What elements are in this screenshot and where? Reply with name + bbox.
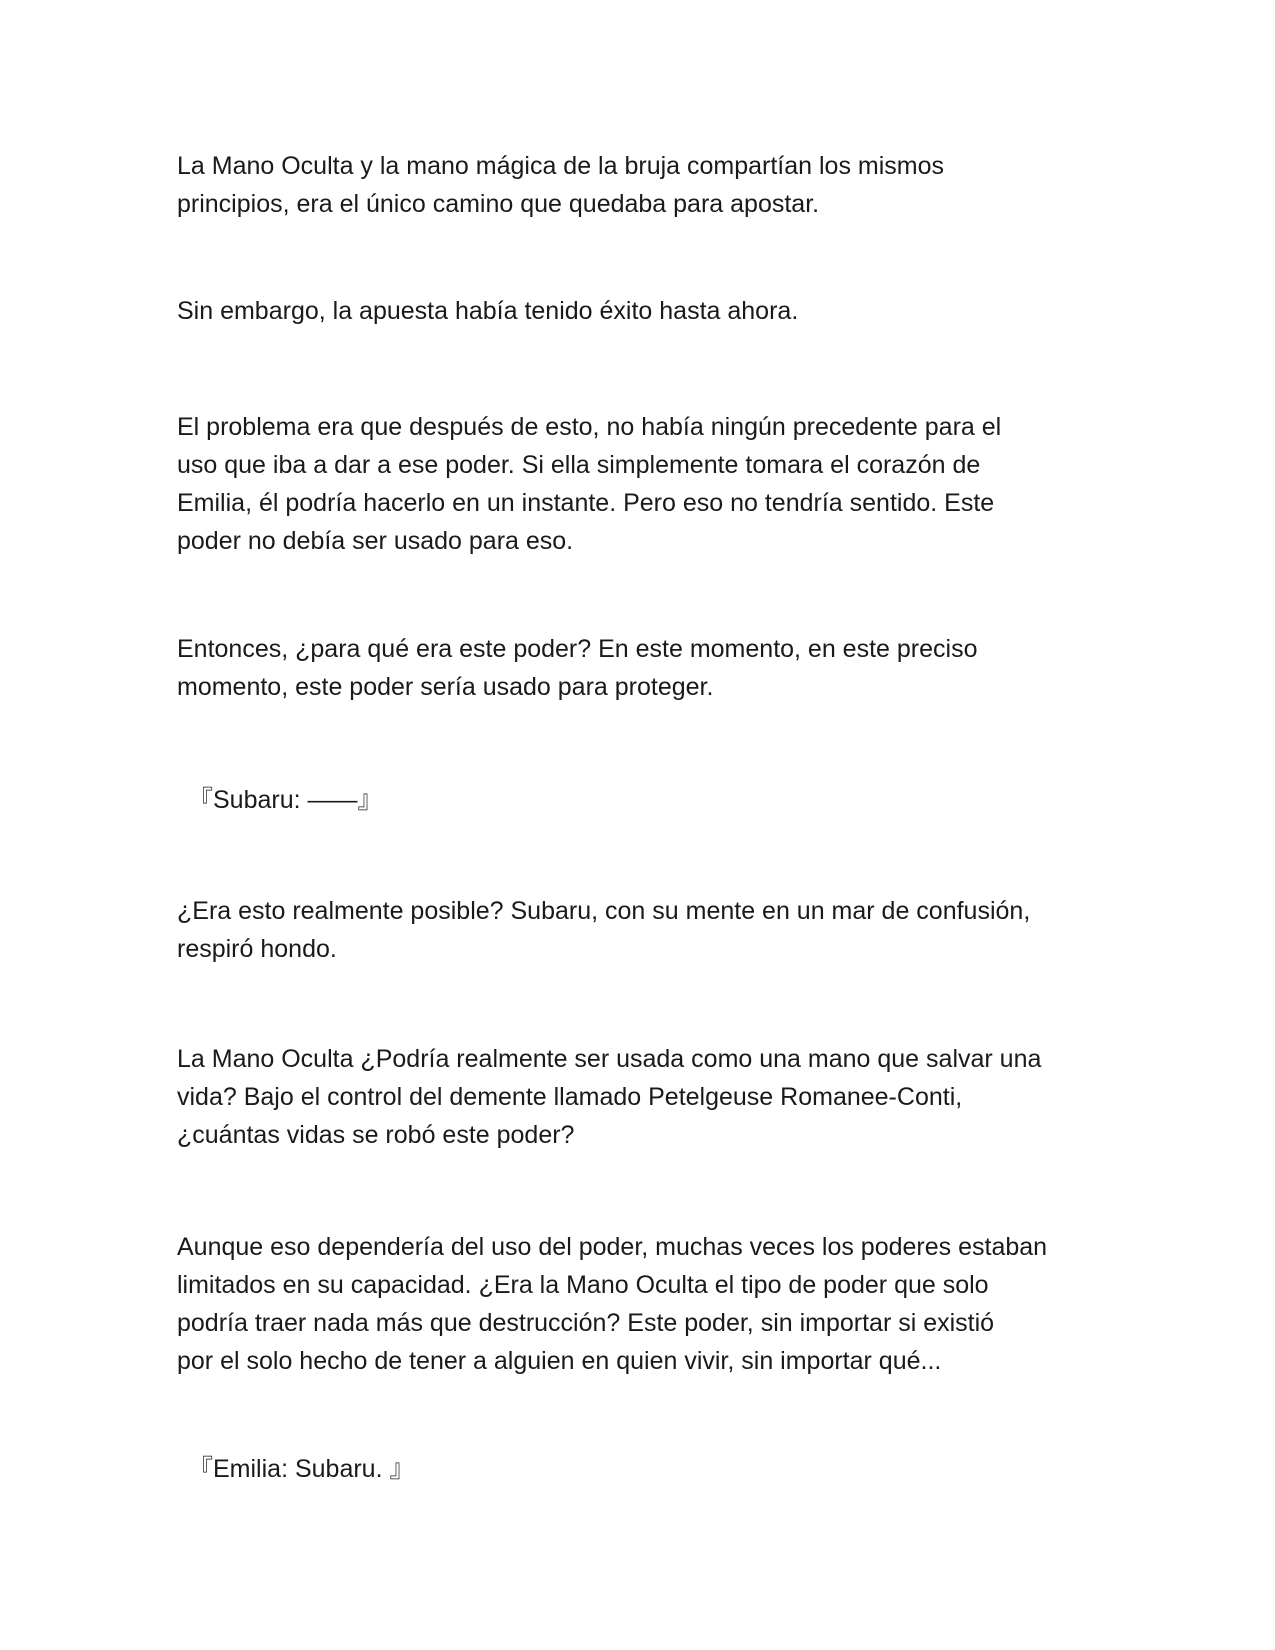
text-line: ¿Era esto realmente posible? Subaru, con su mente en un mar de confusión, <box>177 897 1031 925</box>
paragraph-6 <box>177 1040 1107 1154</box>
paragraph-7 <box>177 1228 1107 1380</box>
dialogue-line: 『Subaru: ——』 <box>188 786 383 814</box>
text-line: La Mano Oculta ¿Podría realmente ser usada como una mano que salvar una <box>177 1045 1042 1073</box>
text-line: por el solo hecho de tener a alguien en quien vivir, sin importar qué... <box>177 1347 942 1375</box>
text-line: Sin embargo, la apuesta había tenido éxito hasta ahora. <box>177 297 799 325</box>
text-line: uso que iba a dar a ese poder. Si ella simplemente tomara el corazón de <box>177 451 981 479</box>
text-line: podría traer nada más que destrucción? Este poder, sin importar si existió <box>177 1309 995 1337</box>
text-line: momento, este poder sería usado para proteger. <box>177 673 714 701</box>
text-line: La Mano Oculta y la mano mágica de la bruja compartían los mismos <box>177 152 945 180</box>
text-line: ¿cuántas vidas se robó este poder? <box>177 1121 575 1149</box>
paragraph-4 <box>177 630 1107 706</box>
paragraph-3 <box>177 408 1107 560</box>
paragraph-1 <box>177 147 1107 223</box>
text-line: Entonces, ¿para qué era este poder? En este momento, en este preciso <box>177 635 978 663</box>
text-line: Aunque eso dependería del uso del poder, muchas veces los poderes estaban <box>177 1233 1048 1261</box>
text-line: El problema era que después de esto, no había ningún precedente para el <box>177 413 1002 441</box>
dialogue-emilia <box>188 1450 1118 1488</box>
dialogue-subaru <box>188 781 1118 819</box>
text-line: vida? Bajo el control del demente llamado Petelgeuse Romanee-Conti, <box>177 1083 963 1111</box>
text-line: limitados en su capacidad. ¿Era la Mano Oculta el tipo de poder que solo <box>177 1271 989 1299</box>
text-line: poder no debía ser usado para eso. <box>177 527 574 555</box>
text-line: Emilia, él podría hacerlo en un instante. Pero eso no tendría sentido. Este <box>177 489 995 517</box>
text-line: principios, era el único camino que quedaba para apostar. <box>177 190 820 218</box>
dialogue-line: 『Emilia: Subaru. 』 <box>188 1455 415 1483</box>
paragraph-5 <box>177 892 1107 968</box>
text-line: respiró hondo. <box>177 935 337 963</box>
paragraph-2 <box>177 292 1107 330</box>
